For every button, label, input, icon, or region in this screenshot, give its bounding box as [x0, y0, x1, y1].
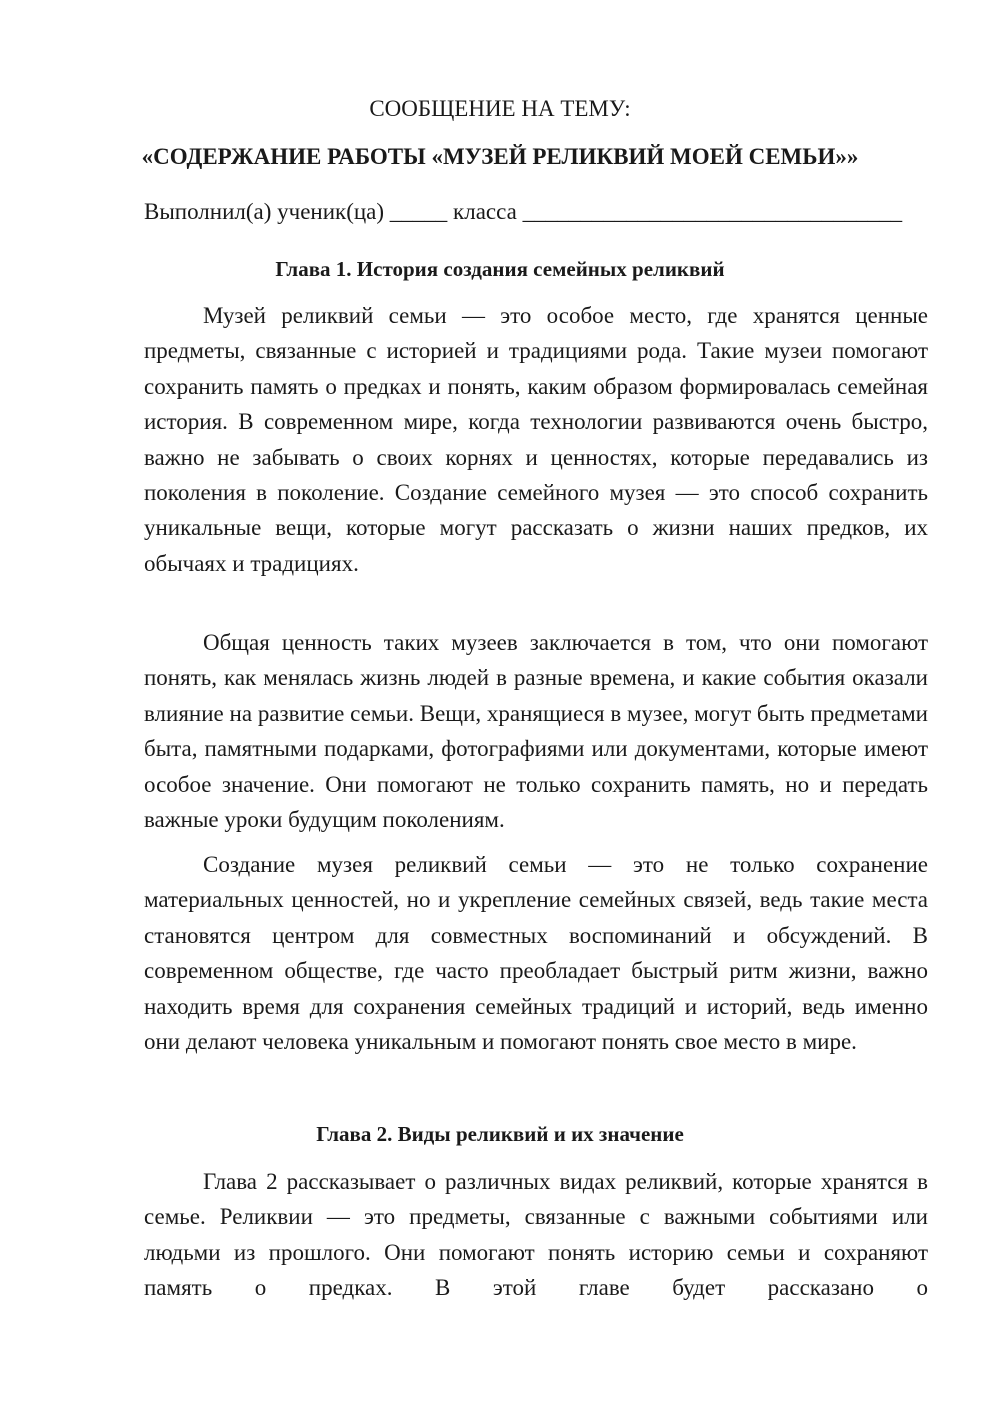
chapter-2-heading: Глава 2. Виды реликвий и их значение — [316, 1122, 684, 1146]
chapter-1-heading: Глава 1. История создания семейных реликвий — [275, 257, 725, 281]
chapter-1-paragraph: Музей реликвий семьи — это особое место, где хранятся ценные предметы, связанные с историей и традициями рода. Такие музеи помогают сохранить память о предках и понять, каким образом формировалась семейная история. В современном мире, когда технологии развиваются очень быстро, важно не забывать о своих корнях и ценностях, которые передавались из поколения в поколение. Создание семейного музея — это способ сохранить уникальные вещи, которые могут рассказать о жизни наших предков, их обычаях и традициях. — [144, 303, 928, 576]
chapter-2-paragraph: Глава 2 рассказывает о различных видах реликвий, которые хранятся в семье. Реликвии — это предметы, связанные с важными событиями или людьми из прошлого. Они помогают понять историю семьи и сохраняют память о предках. В этой главе будет рассказано о — [144, 1169, 928, 1301]
document-title-line-1: СООБЩЕНИЕ НА ТЕМУ: — [369, 96, 631, 121]
document-title-line-2: «СОДЕРЖАНИЕ РАБОТЫ «МУЗЕЙ РЕЛИКВИЙ МОЕЙ СЕМЬИ»» — [141, 144, 859, 169]
chapter-1-paragraph: Общая ценность таких музеев заключается в том, что они помогают понять, как менялась жизнь людей в разные времена, и какие события оказали влияние на развитие семьи. Вещи, хранящиеся в музее, могут быть предметами быта, памятными подарками, фотографиями или документами, которые имеют особое значение. Они помогают не только сохранить память, но и передать важные уроки будущим поколениям. — [144, 630, 928, 833]
chapter-1-paragraph: Создание музея реликвий семьи — это не только сохранение материальных ценностей, но и укрепление семейных связей, ведь такие места становятся центром для совместных воспоминаний и обсуждений. В современном обществе, где часто преобладает быстрый ритм жизни, важно находить время для сохранения семейных традиций и историй, ведь именно они делают человека уникальным и помогают понять свое место в мире. — [144, 852, 928, 1055]
author-line: Выполнил(а) ученик(ца) _____ класса _________________________________ — [144, 199, 903, 224]
